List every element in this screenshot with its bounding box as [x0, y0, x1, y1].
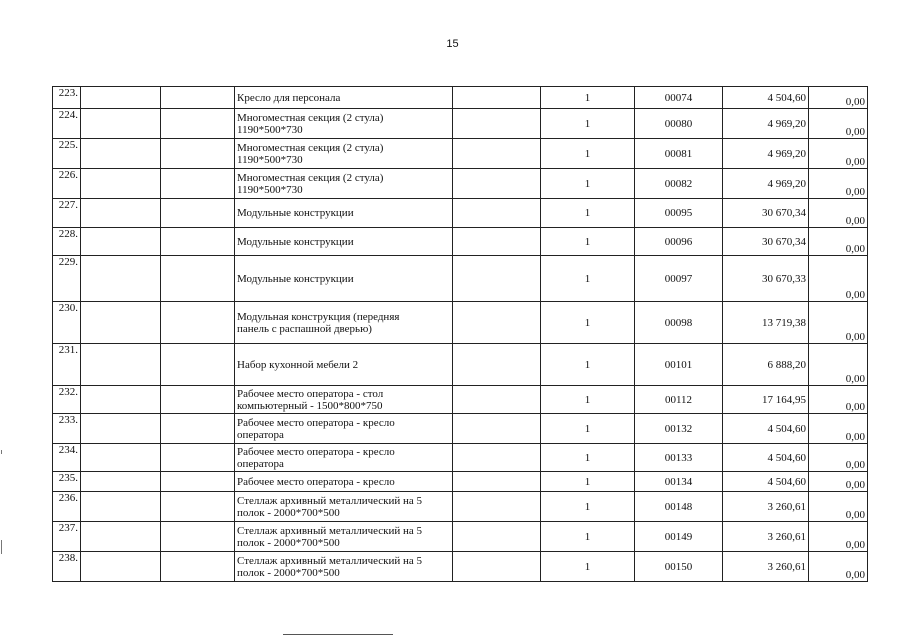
item-quantity: 1	[541, 344, 635, 386]
item-name-line: Многоместная секция (2 стула)	[237, 171, 384, 184]
empty-cell	[453, 302, 541, 344]
item-quantity: 1	[541, 199, 635, 228]
row-number: 229.	[53, 256, 81, 302]
item-cost: 30 670,34	[723, 199, 809, 228]
item-cost: 4 969,20	[723, 169, 809, 199]
residual-value: 0,00	[809, 199, 868, 228]
item-name	[235, 472, 453, 492]
row-number: 233.	[53, 414, 81, 444]
item-quantity: 1	[541, 256, 635, 302]
item-quantity: 1	[541, 414, 635, 444]
table-row	[53, 256, 868, 302]
table-row	[53, 87, 868, 109]
empty-cell	[161, 302, 235, 344]
item-cost: 30 670,33	[723, 256, 809, 302]
inventory-code: 00101	[635, 344, 723, 386]
empty-cell	[453, 522, 541, 552]
inventory-code: 00112	[635, 386, 723, 414]
inventory-code: 00132	[635, 414, 723, 444]
item-name	[235, 522, 453, 552]
empty-cell	[161, 169, 235, 199]
empty-cell	[453, 199, 541, 228]
row-number: 232.	[53, 386, 81, 414]
item-name-line: полок - 2000*700*500	[237, 536, 340, 549]
empty-cell	[81, 139, 161, 169]
item-name	[235, 228, 453, 256]
item-name-line: оператора	[237, 428, 284, 441]
empty-cell	[161, 139, 235, 169]
table-row	[53, 139, 868, 169]
inventory-code: 00134	[635, 472, 723, 492]
residual-value: 0,00	[809, 228, 868, 256]
residual-value: 0,00	[809, 522, 868, 552]
row-number: 230.	[53, 302, 81, 344]
item-name-line: 1190*500*730	[237, 183, 303, 196]
item-name	[235, 109, 453, 139]
item-quantity: 1	[541, 139, 635, 169]
item-cost: 3 260,61	[723, 492, 809, 522]
margin-mark	[1, 540, 2, 554]
empty-cell	[161, 522, 235, 552]
item-quantity: 1	[541, 522, 635, 552]
empty-cell	[453, 552, 541, 582]
table-row	[53, 472, 868, 492]
empty-cell	[81, 302, 161, 344]
residual-value: 0,00	[809, 87, 868, 109]
table-row	[53, 228, 868, 256]
item-name	[235, 256, 453, 302]
item-quantity: 1	[541, 472, 635, 492]
empty-cell	[453, 169, 541, 199]
item-name-line: полок - 2000*700*500	[237, 506, 340, 519]
item-name-line: Многоместная секция (2 стула)	[237, 111, 384, 124]
item-name	[235, 87, 453, 109]
empty-cell	[453, 386, 541, 414]
item-cost: 4 504,60	[723, 472, 809, 492]
inventory-code: 00149	[635, 522, 723, 552]
empty-cell	[161, 414, 235, 444]
empty-cell	[161, 492, 235, 522]
table-row	[53, 302, 868, 344]
item-cost: 3 260,61	[723, 552, 809, 582]
margin-mark	[1, 450, 2, 454]
item-name-line: 1190*500*730	[237, 123, 303, 136]
residual-value: 0,00	[809, 552, 868, 582]
empty-cell	[81, 256, 161, 302]
empty-cell	[81, 228, 161, 256]
empty-cell	[453, 472, 541, 492]
item-name	[235, 199, 453, 228]
row-number: 228.	[53, 228, 81, 256]
item-name-line: Модульные конструкции	[237, 235, 354, 248]
item-quantity: 1	[541, 228, 635, 256]
item-name	[235, 302, 453, 344]
item-cost: 6 888,20	[723, 344, 809, 386]
inventory-code: 00097	[635, 256, 723, 302]
residual-value: 0,00	[809, 256, 868, 302]
page-number: 15	[446, 38, 459, 50]
residual-value: 0,00	[809, 344, 868, 386]
item-cost: 13 719,38	[723, 302, 809, 344]
item-name	[235, 414, 453, 444]
item-cost: 3 260,61	[723, 522, 809, 552]
empty-cell	[161, 552, 235, 582]
empty-cell	[161, 386, 235, 414]
empty-cell	[453, 492, 541, 522]
item-name-line: компьютерный - 1500*800*750	[237, 399, 383, 412]
residual-value: 0,00	[809, 492, 868, 522]
item-name	[235, 492, 453, 522]
inventory-code: 00080	[635, 109, 723, 139]
item-name-line: Рабочее место оператора - кресло	[237, 475, 395, 488]
item-name-line: Рабочее место оператора - кресло	[237, 445, 395, 458]
table-row	[53, 344, 868, 386]
residual-value: 0,00	[809, 109, 868, 139]
row-number: 223.	[53, 87, 81, 109]
table-row	[53, 169, 868, 199]
empty-cell	[453, 344, 541, 386]
table-row	[53, 109, 868, 139]
empty-cell	[161, 199, 235, 228]
item-name	[235, 169, 453, 199]
item-name-line: Модульные конструкции	[237, 207, 354, 219]
empty-cell	[81, 87, 161, 109]
empty-cell	[161, 444, 235, 472]
item-name-line: Модульная конструкция (передняя	[237, 310, 400, 323]
row-number: 227.	[53, 199, 81, 228]
inventory-code: 00074	[635, 87, 723, 109]
item-name	[235, 344, 453, 386]
item-name-line: 1190*500*730	[237, 153, 303, 166]
row-number: 236.	[53, 492, 81, 522]
inventory-table	[52, 86, 868, 582]
item-name-line: Стеллаж архивный металлический на 5	[237, 524, 423, 537]
item-quantity: 1	[541, 302, 635, 344]
table-row	[53, 386, 868, 414]
item-name	[235, 386, 453, 414]
empty-cell	[453, 87, 541, 109]
item-name-line: панель с распашной дверью)	[237, 322, 372, 335]
footer-rule	[283, 634, 393, 635]
item-quantity: 1	[541, 109, 635, 139]
empty-cell	[161, 256, 235, 302]
inventory-code: 00081	[635, 139, 723, 169]
table-row	[53, 492, 868, 522]
row-number: 226.	[53, 169, 81, 199]
empty-cell	[161, 87, 235, 109]
row-number: 238.	[53, 552, 81, 582]
item-name-line: Стеллаж архивный металлический на 5	[237, 554, 423, 567]
empty-cell	[81, 414, 161, 444]
empty-cell	[81, 199, 161, 228]
inventory-code: 00082	[635, 169, 723, 199]
table-row	[53, 199, 868, 228]
empty-cell	[81, 472, 161, 492]
item-quantity: 1	[541, 386, 635, 414]
inventory-code: 00150	[635, 552, 723, 582]
item-name-line: Многоместная секция (2 стула)	[237, 141, 384, 154]
empty-cell	[161, 472, 235, 492]
item-name-line: Стеллаж архивный металлический на 5	[237, 494, 423, 507]
item-name-line: Рабочее место оператора - кресло	[237, 416, 395, 429]
residual-value: 0,00	[809, 386, 868, 414]
empty-cell	[453, 444, 541, 472]
row-number: 237.	[53, 522, 81, 552]
empty-cell	[81, 552, 161, 582]
table-row	[53, 522, 868, 552]
empty-cell	[81, 344, 161, 386]
table-row	[53, 444, 868, 472]
item-quantity: 1	[541, 552, 635, 582]
empty-cell	[81, 444, 161, 472]
item-name-line: оператора	[237, 457, 284, 470]
item-cost: 4 969,20	[723, 139, 809, 169]
empty-cell	[453, 228, 541, 256]
empty-cell	[161, 228, 235, 256]
item-name-line: Модульные конструкции	[237, 272, 354, 285]
residual-value: 0,00	[809, 139, 868, 169]
inventory-code: 00098	[635, 302, 723, 344]
row-number: 224.	[53, 109, 81, 139]
empty-cell	[453, 256, 541, 302]
table-row	[53, 414, 868, 444]
empty-cell	[81, 386, 161, 414]
residual-value: 0,00	[809, 169, 868, 199]
inventory-code: 00095	[635, 199, 723, 228]
item-name	[235, 552, 453, 582]
item-cost: 17 164,95	[723, 386, 809, 414]
item-name-line: полок - 2000*700*500	[237, 566, 340, 579]
empty-cell	[81, 492, 161, 522]
empty-cell	[453, 414, 541, 444]
item-quantity: 1	[541, 492, 635, 522]
item-cost: 4 504,60	[723, 444, 809, 472]
empty-cell	[453, 109, 541, 139]
item-name-line: Рабочее место оператора - стол	[237, 387, 384, 400]
table-row	[53, 552, 868, 582]
empty-cell	[81, 109, 161, 139]
row-number: 234.	[53, 444, 81, 472]
row-number: 235.	[53, 472, 81, 492]
item-cost: 4 969,20	[723, 109, 809, 139]
item-cost: 4 504,60	[723, 414, 809, 444]
inventory-code: 00148	[635, 492, 723, 522]
inventory-code: 00096	[635, 228, 723, 256]
item-cost: 4 504,60	[723, 87, 809, 109]
residual-value: 0,00	[809, 444, 868, 472]
item-name	[235, 444, 453, 472]
item-name-line: Кресло для персонала	[237, 91, 341, 104]
empty-cell	[81, 169, 161, 199]
item-name	[235, 139, 453, 169]
empty-cell	[453, 139, 541, 169]
residual-value: 0,00	[809, 302, 868, 344]
empty-cell	[81, 522, 161, 552]
row-number: 225.	[53, 139, 81, 169]
inventory-table-body	[53, 87, 868, 582]
empty-cell	[161, 344, 235, 386]
item-cost: 30 670,34	[723, 228, 809, 256]
row-number: 231.	[53, 344, 81, 386]
residual-value: 0,00	[809, 414, 868, 444]
item-name-line: Набор кухонной мебели 2	[237, 358, 359, 371]
item-quantity: 1	[541, 87, 635, 109]
item-quantity: 1	[541, 169, 635, 199]
empty-cell	[161, 109, 235, 139]
residual-value: 0,00	[809, 472, 868, 492]
item-quantity: 1	[541, 444, 635, 472]
inventory-code: 00133	[635, 444, 723, 472]
